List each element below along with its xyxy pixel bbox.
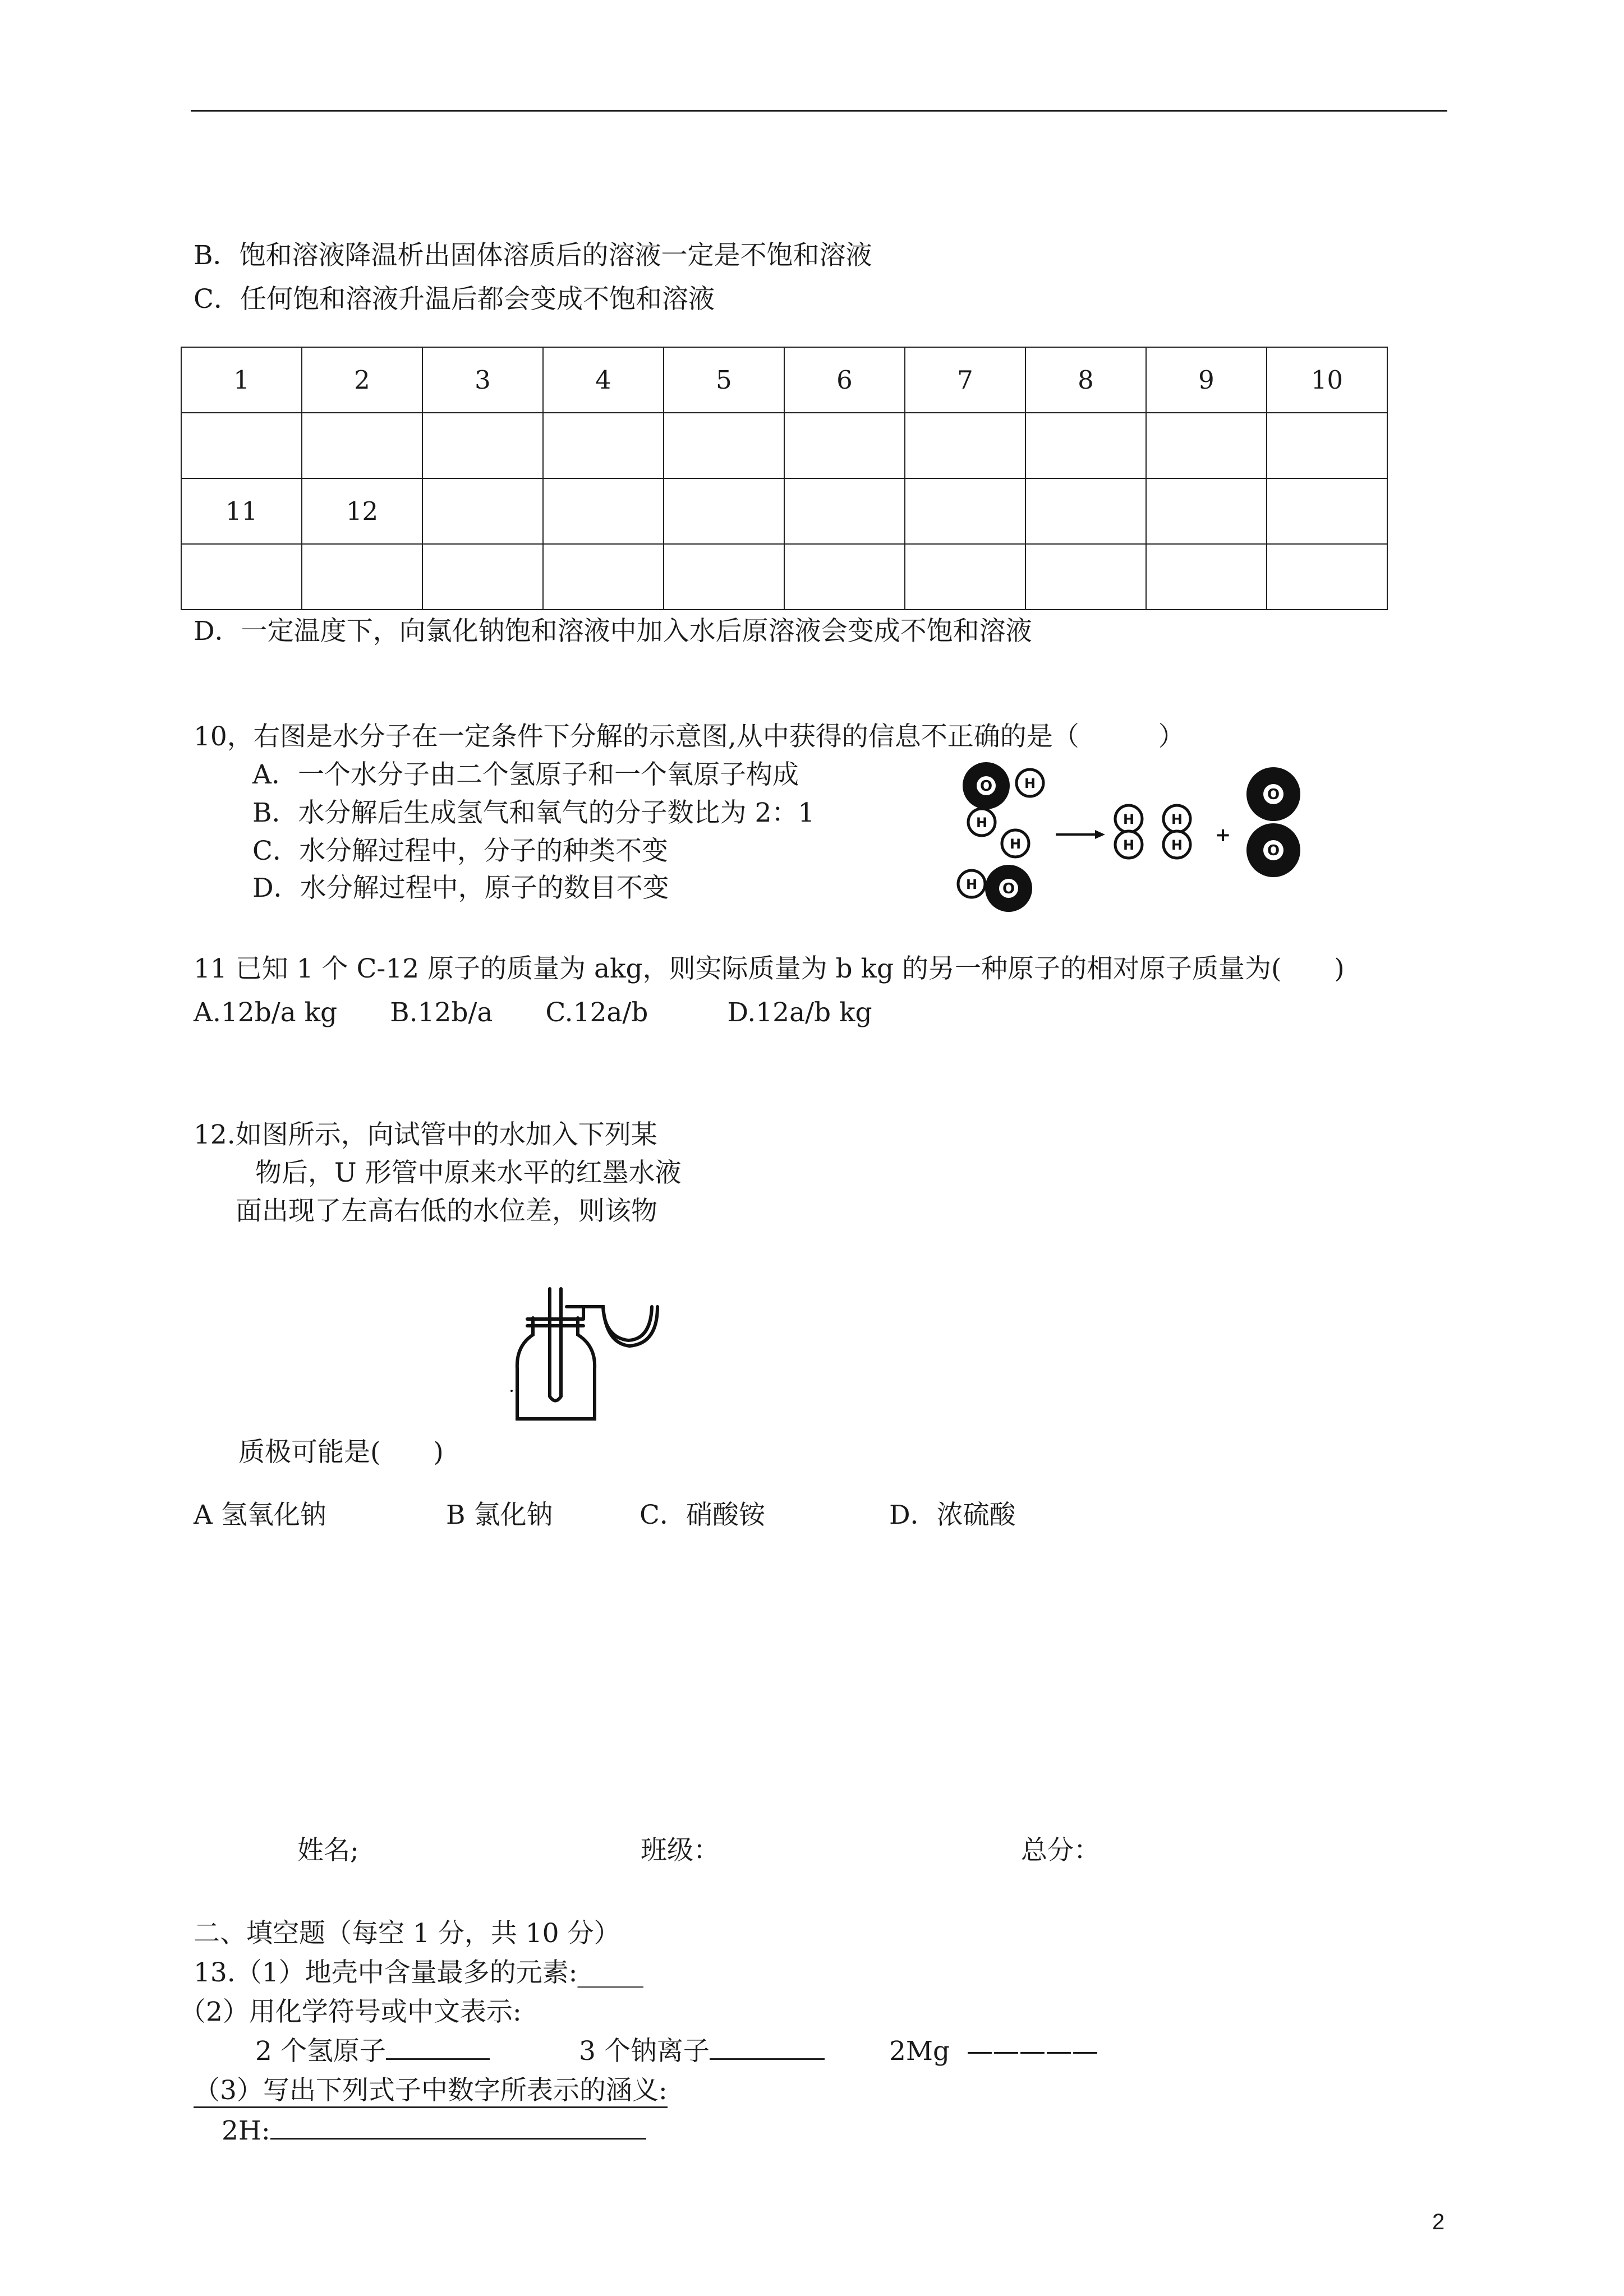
- atom-label: H: [976, 815, 988, 831]
- water-decomposition-diagram: [948, 760, 1318, 923]
- plus-sign: +: [1214, 824, 1231, 846]
- table-cell: [784, 478, 905, 544]
- q9-option-d: D．一定温度下，向氯化钠饱和溶液中加入水后原溶液会变成不饱和溶液: [194, 616, 1032, 647]
- header-rule: [191, 110, 1447, 112]
- answer-cell[interactable]: [664, 544, 784, 610]
- table-cell: [1267, 478, 1387, 544]
- sodium-ions-item: [579, 2036, 825, 2067]
- hydrogen-atom-icon: [958, 870, 985, 897]
- q13-part2: （2）用化学符号或中文表示:: [180, 1997, 522, 2027]
- answer-dash: —————: [967, 2036, 1099, 2067]
- answer-blank[interactable]: [710, 2036, 825, 2060]
- oxygen-molecule-icon: [1246, 767, 1300, 877]
- table-cell: 10: [1267, 347, 1387, 413]
- atom-label: H: [1171, 837, 1183, 853]
- answer-cell[interactable]: [664, 413, 784, 478]
- table-cell: [543, 478, 664, 544]
- hydrogen-atom-icon: [1016, 769, 1043, 796]
- atom-label: H: [1122, 812, 1135, 827]
- table-cell: 12: [302, 478, 422, 544]
- answer-cell[interactable]: [543, 413, 664, 478]
- arrow-icon: [1056, 830, 1105, 839]
- table-cell: 11: [181, 478, 302, 544]
- table-cell: 8: [1025, 347, 1146, 413]
- answer-cell[interactable]: [1025, 544, 1146, 610]
- table-cell: 1: [181, 347, 302, 413]
- q13-part3: [194, 2075, 668, 2108]
- total-score-label: 总分：: [1021, 1835, 1100, 1866]
- table-cell: [1025, 478, 1146, 544]
- answer-cell[interactable]: [422, 544, 543, 610]
- table-cell: 4: [543, 347, 664, 413]
- hydrogen-atoms-item: [255, 2036, 490, 2067]
- atom-label: O: [1267, 786, 1280, 803]
- table-row: [181, 478, 1387, 544]
- table-row: [181, 347, 1387, 413]
- answer-cell[interactable]: [784, 413, 905, 478]
- item-label: 3 个钠离子: [579, 2036, 710, 2067]
- q12-option-d: D．浓硫酸: [889, 1500, 1016, 1530]
- q9-option-b: B．饱和溶液降温析出固体溶质后的溶液一定是不饱和溶液: [194, 240, 872, 271]
- oxygen-atom-icon: [985, 865, 1032, 912]
- flask-u-tube-diagram: [510, 1284, 668, 1430]
- item-label: 2Mg: [889, 2036, 950, 2067]
- answer-cell[interactable]: [905, 413, 1025, 478]
- q12-option-b: B 氯化钠: [446, 1500, 553, 1530]
- table-cell: 5: [664, 347, 784, 413]
- answer-cell[interactable]: [181, 413, 302, 478]
- atom-label: O: [1267, 842, 1280, 859]
- q10-option-a: A．一个水分子由二个氢原子和一个氧原子构成: [252, 759, 799, 790]
- table-cell: [422, 478, 543, 544]
- hydrogen-atom-icon: [968, 809, 995, 836]
- table-cell: [664, 478, 784, 544]
- page-number: 2: [1432, 2210, 1445, 2234]
- q12-option-c: C．硝酸铵: [640, 1500, 765, 1530]
- answer-cell[interactable]: [1146, 413, 1267, 478]
- oxygen-atom-icon: [963, 762, 1010, 809]
- table-cell: 2: [302, 347, 422, 413]
- answer-cell[interactable]: [543, 544, 664, 610]
- q12-line2: 物后，U 形管中原来水平的红墨水液: [255, 1158, 682, 1188]
- mg-item: [889, 2036, 1098, 2067]
- answer-blank[interactable]: [386, 2036, 490, 2060]
- q10-stem: 10，右图是水分子在一定条件下分解的示意图,从中获得的信息不正确的是（ ）: [194, 721, 1185, 752]
- answer-cell[interactable]: [302, 544, 422, 610]
- part2-heading: 二、填空题（每空 1 分，共 10 分）: [194, 1918, 620, 1949]
- atom-label: O: [979, 778, 993, 795]
- atom-label: H: [1024, 776, 1036, 791]
- table-cell: [1146, 478, 1267, 544]
- q11-stem: 11 已知 1 个 C-12 原子的质量为 akg，则实际质量为 b kg 的另一种原子的相对原子质量为( ): [194, 953, 1345, 984]
- answer-cell[interactable]: [784, 544, 905, 610]
- q11-options: A.12b/a kg B.12b/a C.12a/b D.12a/b kg: [194, 997, 872, 1028]
- table-cell: 3: [422, 347, 543, 413]
- answer-cell[interactable]: [302, 413, 422, 478]
- table-row: [181, 413, 1387, 478]
- q12-line3: 面出现了左高右低的水位差，则该物: [236, 1196, 657, 1227]
- table-cell: [905, 478, 1025, 544]
- table-cell: 9: [1146, 347, 1267, 413]
- q12-option-a: A 氢氧化钠: [194, 1500, 326, 1530]
- q13-part3-label: （3）写出下列式子中数字所表示的涵义:: [194, 2075, 668, 2108]
- answer-cell[interactable]: [1025, 413, 1146, 478]
- atom-label: O: [1002, 880, 1015, 897]
- q9-option-c: C．任何饱和溶液升温后都会变成不饱和溶液: [194, 284, 715, 315]
- table-cell: 7: [905, 347, 1025, 413]
- q12-line1: 12.如图所示，向试管中的水加入下列某: [194, 1119, 657, 1150]
- meaning-2h-item: [222, 2115, 646, 2147]
- hydrogen-atom-icon: [1002, 830, 1029, 857]
- q10-option-b: B．水分解后生成氢气和氧气的分子数比为 2：1: [252, 797, 815, 828]
- answer-blank[interactable]: [270, 2115, 646, 2140]
- student-name-label: 姓名;: [297, 1835, 359, 1866]
- hydrogen-molecule-icon: [1163, 805, 1190, 858]
- item-label: 2H:: [222, 2115, 270, 2146]
- answer-cell[interactable]: [905, 544, 1025, 610]
- hydrogen-molecule-icon: [1115, 805, 1142, 858]
- q10-option-d: D．水分解过程中，原子的数目不变: [252, 873, 669, 903]
- q13-part1: 13.（1）地壳中含量最多的元素:_____: [194, 1957, 643, 1988]
- atom-label: H: [965, 877, 978, 892]
- answer-cell[interactable]: [1267, 544, 1387, 610]
- atom-label: H: [1122, 837, 1135, 853]
- answer-table: [181, 347, 1388, 610]
- table-cell: 6: [784, 347, 905, 413]
- answer-cell[interactable]: [1267, 413, 1387, 478]
- item-label: 2 个氢原子: [255, 2036, 386, 2067]
- q10-option-c: C．水分解过程中，分子的种类不变: [252, 836, 668, 866]
- answer-cell[interactable]: [1146, 544, 1267, 610]
- answer-cell[interactable]: [422, 413, 543, 478]
- answer-cell[interactable]: [181, 544, 302, 610]
- atom-label: H: [1009, 836, 1022, 852]
- table-row: [181, 544, 1387, 610]
- q12-line4: 质极可能是( ): [238, 1437, 444, 1468]
- class-label: 班级：: [641, 1835, 720, 1866]
- atom-label: H: [1171, 812, 1183, 827]
